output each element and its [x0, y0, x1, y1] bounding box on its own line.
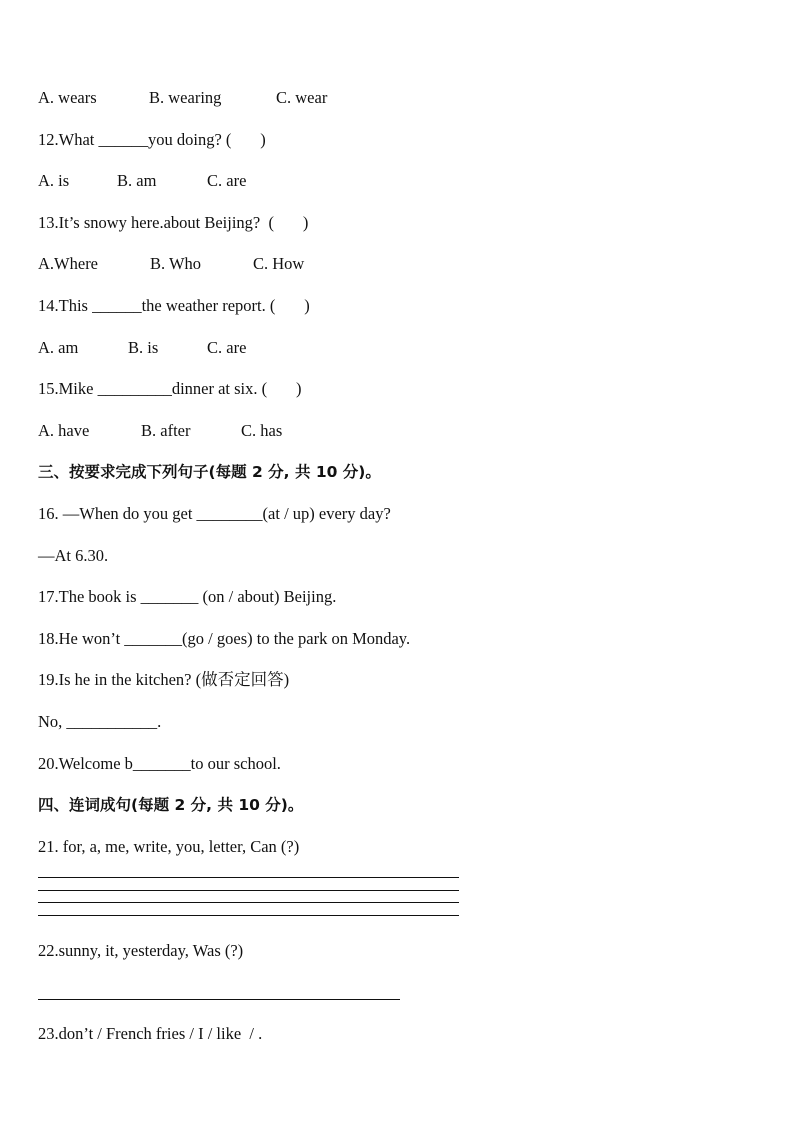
q22-stem: 22.sunny, it, yesterday, Was (?): [38, 941, 244, 960]
q17-stem: 17.The book is _______ (on / about) Beijing.: [38, 587, 337, 606]
q15-stem: 15.Mike _________dinner at six. ( ): [38, 379, 302, 398]
q12-option-b[interactable]: B. am: [117, 171, 157, 190]
q11-option-b[interactable]: B. wearing: [149, 88, 222, 107]
q13-stem: 13.It’s snowy here.about Beijing? ( ): [38, 213, 309, 232]
q21-stem: 21. for, a, me, write, you, letter, Can (?): [38, 837, 300, 856]
section-4-title: 四、连词成句(每题 2 分, 共 10 分)。: [38, 796, 304, 814]
q21-answer-line-2[interactable]: [38, 890, 459, 891]
q14-option-b[interactable]: B. is: [128, 338, 159, 357]
q14-option-a[interactable]: A. am: [38, 338, 79, 357]
q23-stem: 23.don’t / French fries / I / like / .: [38, 1024, 263, 1043]
q15-option-a[interactable]: A. have: [38, 421, 90, 440]
q12-option-c[interactable]: C. are: [207, 171, 247, 190]
q19-answer: No, ___________.: [38, 712, 162, 731]
section-3-title: 三、按要求完成下列句子(每题 2 分, 共 10 分)。: [38, 463, 381, 481]
q18-stem: 18.He won’t _______(go / goes) to the park on Monday.: [38, 629, 411, 648]
q21-answer-line-3[interactable]: [38, 902, 459, 903]
q11-option-a[interactable]: A. wears: [38, 88, 97, 107]
q11-option-c[interactable]: C. wear: [276, 88, 328, 107]
q14-stem: 14.This ______the weather report. ( ): [38, 296, 310, 315]
q12-option-a[interactable]: A. is: [38, 171, 70, 190]
q15-option-b[interactable]: B. after: [141, 421, 191, 440]
q13-option-c[interactable]: C. How: [253, 254, 305, 273]
q14-option-c[interactable]: C. are: [207, 338, 247, 357]
q15-option-c[interactable]: C. has: [241, 421, 283, 440]
q13-option-a[interactable]: A.Where: [38, 254, 99, 273]
q19-stem: 19.Is he in the kitchen? (做否定回答): [38, 670, 290, 689]
q16-answer: —At 6.30.: [38, 546, 109, 565]
q16-stem: 16. —When do you get ________(at / up) every day?: [38, 504, 391, 523]
q20-stem: 20.Welcome b_______to our school.: [38, 754, 281, 773]
q21-answer-line-4[interactable]: [38, 915, 459, 916]
q12-stem: 12.What ______you doing? ( ): [38, 130, 266, 149]
q13-option-b[interactable]: B. Who: [150, 254, 202, 273]
q21-answer-line-1[interactable]: [38, 877, 459, 878]
q22-answer-line[interactable]: [38, 999, 400, 1000]
